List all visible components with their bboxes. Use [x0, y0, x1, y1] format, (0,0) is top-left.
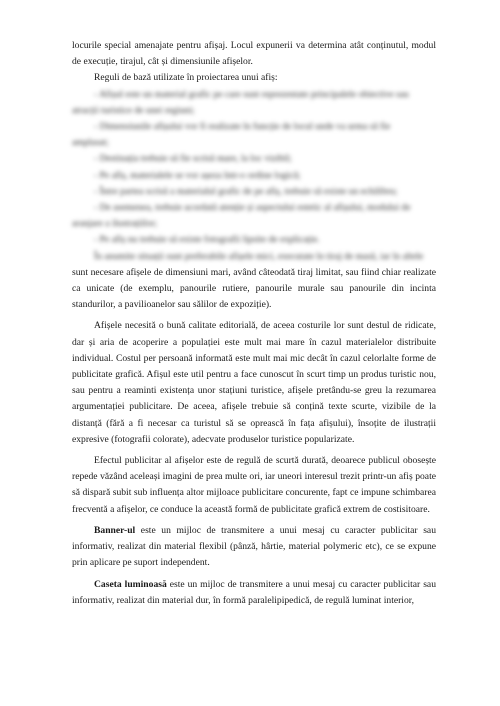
- paragraph-large-posters: sunt necesare afișele de dimensiuni mari, având câteodată tiraj limitat, sau fiind chiar realizate ca unicate (de exemplu, panourile rutiere, panourile murale sau panourile din incinta standurilor, a pavilioanelor sau sălilor de expoziție).: [72, 266, 436, 311]
- paragraph-banner: [72, 523, 436, 572]
- paragraph-caseta: [72, 577, 436, 609]
- rules-heading: Reguli de bază utilizate în proiectarea unui afiș:: [94, 72, 278, 84]
- paragraph-effect: Efectul publicitar al afișelor este de regulă de scurtă durată, deoarece publicul obosește repede văzând aceleași imagini de prea multe ori, iar uneori interesul trezit printr-un afiș poate să dispară subit sub influența altor mijloace publicitare concurente, fapt ce impune schimbarea frecventă a afișelor, ce conduce la această formă de publicitate grafică extrem de costisitoare.: [72, 455, 436, 515]
- blurred-line: În anumite situații sunt preferabile afișele mici, executate în tiraj de masă, iar în altele: [94, 250, 424, 262]
- blurred-line: - De asemenea, trebuie acordată atenție și aspectului estetic al afișului, modului de: [94, 202, 411, 214]
- blurred-rules-list: [72, 87, 436, 265]
- blurred-line: amplasat;: [72, 137, 109, 149]
- caseta-term: Caseta luminoasă: [94, 578, 167, 590]
- blurred-line: aranjare a ilustrațiilor;: [72, 218, 158, 230]
- paragraph-quality: Afișele necesită o bună calitate editorială, de aceea costurile lor sunt destul de ridicate, dar și aria de acoperire a populației este mult mai mare în cazul materialelor distribuite individual. Costul per persoană informată este mult mai mic decât în cazul celorlalte forme de publicitate grafică. Afișul este util pentru a face cunoscut în scurt timp un produs turistic nou, sau pentru a reaminti existența unor stațiuni turistice, afișele pretându-se greu la rezumarea argumentației publicitare. De aceea, afișele trebuie să conțină texte scurte, vizibile de la distanță (fără a fi necesar ca turistul să se oprească în fața afișului), însoțite de ilustrații expresive (fotografii colorate), adecvate produselor turistice popularizate.: [72, 320, 436, 445]
- caseta-definition: este un mijloc de transmitere a unui mesaj cu caracter publicitar sau informativ, realizat din material dur, în formă paralelipipedică, de regulă luminat interior,: [72, 578, 436, 606]
- paragraph-intro: locurile special amenajate pentru afișaj. Locul expunerii va determina atât conținutul, modul de execuție, tirajul, cât și dimensiunile afișelor.: [72, 40, 436, 68]
- blurred-line: - Destinația trebuie să fie scrisă mare, la loc vizibil;: [94, 153, 292, 165]
- banner-definition: este un mijloc de transmitere a unui mesaj cu caracter publicitar sau informativ, realizat din material flexibil (pânză, hârtie, material polymeric etc), ce se expune prin aplicare pe suport independent.: [72, 524, 436, 569]
- banner-term: Banner-ul: [94, 524, 136, 536]
- blurred-line: - Afișul este un material grafic pe care sunt reprezentate principalele obiective sau: [94, 88, 409, 100]
- blurred-line: atracții turistice de unei regiuni;: [72, 104, 195, 116]
- blurred-line: - Pe afiș, materialele se vor așeza într-o ordine logică;: [94, 169, 301, 181]
- blurred-line: - Pe afiș nu trebuie să existe fotografii lipsite de explicație.: [94, 234, 320, 246]
- blurred-line: - Între partea scrisă a materialul grafic de pe afiș, trebuie să existe un echilibru;: [94, 185, 398, 197]
- blurred-line: - Dimensiunile afișului vor fi realizate în funcție de locul unde va urma să fie: [94, 121, 391, 133]
